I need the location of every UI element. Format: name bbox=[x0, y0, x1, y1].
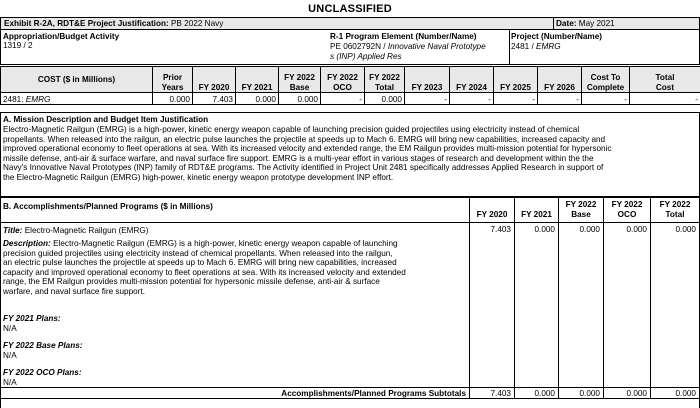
cost-cell: 0.000 bbox=[236, 93, 279, 105]
mission-line: Navy's Innovative Naval Prototypes (INP) family of RDT&E programs. The Activity identified in Project Unit 2481 specifically addresses Applied Research in support of bbox=[3, 163, 604, 173]
pe-label: R-1 Program Element (Number/Name) bbox=[330, 32, 477, 41]
date-label: Date: bbox=[556, 19, 577, 28]
cost-cell: 0.000 bbox=[153, 93, 193, 105]
acc-description-line: warfare, and naval surface fire support. bbox=[3, 286, 145, 296]
acc-col-header: FY 2022 OCO bbox=[611, 200, 643, 219]
mission-line: improved operational economy to fleet operations at sea. With its increased velocity and extended range, the EM Railgun provides multi-mission potential for hypersonic bbox=[3, 144, 612, 154]
acc-title-row bbox=[3, 226, 148, 235]
acc-value: 0.000 bbox=[626, 225, 647, 234]
exhibit-budget: PB 2022 Navy bbox=[170, 19, 224, 28]
cost-cell: 7.403 bbox=[193, 93, 236, 105]
mission-line: Electro-Magnetic Railgun (EMRG) is a high-power, kinetic energy weapon capable of launching precision guided projectiles using electricity instead of chemical bbox=[3, 125, 580, 134]
acc-description-line: capacity and improved operational economy to fleet operations at sea. With its increased velocity and extended bbox=[3, 267, 406, 277]
acc-description bbox=[3, 239, 465, 297]
plan-value: N/A bbox=[3, 350, 17, 360]
plan-value: N/A bbox=[3, 377, 17, 387]
mission-section bbox=[0, 112, 700, 197]
cost-header: FY 2026 bbox=[538, 67, 582, 93]
pe-name-line2: s (INP) Applied Res bbox=[330, 51, 402, 61]
acc-value: 0.000 bbox=[534, 225, 555, 234]
cost-header: Cost To Complete bbox=[582, 67, 630, 93]
approp-value: 1319 / 2 bbox=[3, 41, 33, 50]
acc-value: 7.403 bbox=[490, 225, 511, 234]
plan-block bbox=[3, 314, 61, 333]
exhibit-title: Exhibit R-2A, RDT&E Project Justification: bbox=[4, 19, 169, 28]
classification-banner: UNCLASSIFIED bbox=[308, 3, 392, 15]
cost-cell: 0.000 bbox=[365, 93, 405, 105]
acc-col-header: FY 2020 bbox=[476, 210, 508, 219]
acc-value: 0.000 bbox=[579, 225, 600, 234]
subtotal-value: 0.000 bbox=[579, 389, 600, 398]
cost-header: FY 2022 OCO bbox=[321, 67, 365, 93]
cost-table bbox=[0, 66, 700, 105]
cost-cell: - bbox=[321, 93, 365, 105]
cost-header: COST ($ in Millions) bbox=[1, 67, 153, 93]
cost-cell: - bbox=[538, 93, 582, 105]
acc-description-line: precision guided projectiles using electricity instead of chemical propellants. When released into the railgun, bbox=[3, 248, 393, 258]
date-value: May 2021 bbox=[578, 19, 615, 28]
mission-title: A. Mission Description and Budget Item Justification bbox=[3, 115, 209, 124]
project-label: Project (Number/Name) bbox=[511, 32, 602, 41]
accomplishments-section bbox=[0, 197, 700, 408]
cost-cell: - bbox=[630, 93, 700, 105]
cost-cell: - bbox=[582, 93, 630, 105]
cost-header: Total Cost bbox=[630, 67, 700, 93]
program-element-cell: R-1 Program Element (Number/Name) PE 0602792N / Innovative Naval Prototype s (INP) Applied Res bbox=[330, 32, 486, 61]
project-name: EMRG bbox=[536, 41, 561, 51]
acc-title-label: Title: bbox=[3, 226, 23, 235]
plan-block bbox=[3, 341, 83, 360]
exhibit-title-line bbox=[4, 19, 223, 28]
cost-header: FY 2021 bbox=[236, 67, 279, 93]
approp-cell bbox=[3, 32, 119, 50]
plan-label: FY 2022 OCO Plans: bbox=[3, 368, 82, 377]
cost-header: FY 2020 bbox=[193, 67, 236, 93]
cost-header: FY 2023 bbox=[405, 67, 450, 93]
pe-number: PE 0602792N bbox=[330, 41, 381, 51]
cost-header: FY 2025 bbox=[494, 67, 538, 93]
exhibit-date bbox=[556, 19, 615, 28]
acc-title-value: Electro-Magnetic Railgun (EMRG) bbox=[24, 226, 149, 235]
acc-description-line: Electro-Magnetic Railgun (EMRG) is a high-power, kinetic energy weapon capable of launching bbox=[53, 239, 398, 248]
cost-table-header bbox=[1, 67, 700, 93]
mission-line: propellants. When released into the railgun, an electric pulse launches the projectile at speeds up to Mach 6. EMRG will bring new capabilities, increased capacity and bbox=[3, 134, 606, 144]
pe-name-line1: Innovative Naval Prototype bbox=[387, 41, 486, 51]
subtotal-value: 0.000 bbox=[534, 389, 555, 398]
cost-header: FY 2024 bbox=[450, 67, 494, 93]
mission-text bbox=[3, 125, 698, 183]
plan-value: N/A bbox=[3, 323, 17, 333]
cost-cell: - bbox=[450, 93, 494, 105]
acc-description-line: an electric pulse launches the projectile at speeds up to Mach 6. EMRG will bring new capabilities, increased bbox=[3, 258, 397, 268]
subtotal-value: 7.403 bbox=[490, 389, 511, 398]
subtotal-value: 0.000 bbox=[675, 389, 696, 398]
cost-header: FY 2022 Total bbox=[365, 67, 405, 93]
plan-block bbox=[3, 368, 82, 387]
program-info-block bbox=[0, 29, 700, 65]
subtotal-label: Accomplishments/Planned Programs Subtotals bbox=[281, 389, 466, 398]
cost-header: Prior Years bbox=[153, 67, 193, 93]
acc-value: 0.000 bbox=[675, 225, 696, 234]
plan-label: FY 2022 Base Plans: bbox=[3, 341, 83, 350]
cost-cell: - bbox=[494, 93, 538, 105]
cost-table-row bbox=[1, 93, 700, 105]
cost-row-project: 2481: EMRG bbox=[1, 93, 153, 105]
acc-col-header: FY 2022 Total bbox=[659, 200, 691, 219]
project-number: 2481 bbox=[511, 41, 530, 51]
mission-line: missile defense, anti-air & surface warfare, and naval surface fire support. EMRG is a multi-year effort in various stages of research and development within the the bbox=[3, 153, 594, 163]
cost-cell: 0.000 bbox=[279, 93, 321, 105]
project-cell: Project (Number/Name) 2481 / EMRG bbox=[511, 32, 602, 51]
accomplishments-title: B. Accomplishments/Planned Programs ($ in Millions) bbox=[3, 202, 213, 211]
plan-label: FY 2021 Plans: bbox=[3, 314, 61, 323]
acc-col-header: FY 2021 bbox=[521, 210, 552, 219]
subtotal-value: 0.000 bbox=[626, 389, 647, 398]
cost-cell: - bbox=[405, 93, 450, 105]
acc-description-line: range, the EM Railgun provides multi-mission potential for hypersonic missile defense, anti-air & surface bbox=[3, 277, 380, 287]
acc-description-label: Description: bbox=[3, 239, 51, 248]
acc-col-header: FY 2022 Base bbox=[565, 200, 597, 219]
mission-line: the Electro-Magnetic Railgun (EMRG) high-power, kinetic energy weapon prototype development INP effort. bbox=[3, 172, 394, 182]
approp-label: Appropriation/Budget Activity bbox=[3, 32, 120, 41]
cost-header: FY 2022 Base bbox=[279, 67, 321, 93]
